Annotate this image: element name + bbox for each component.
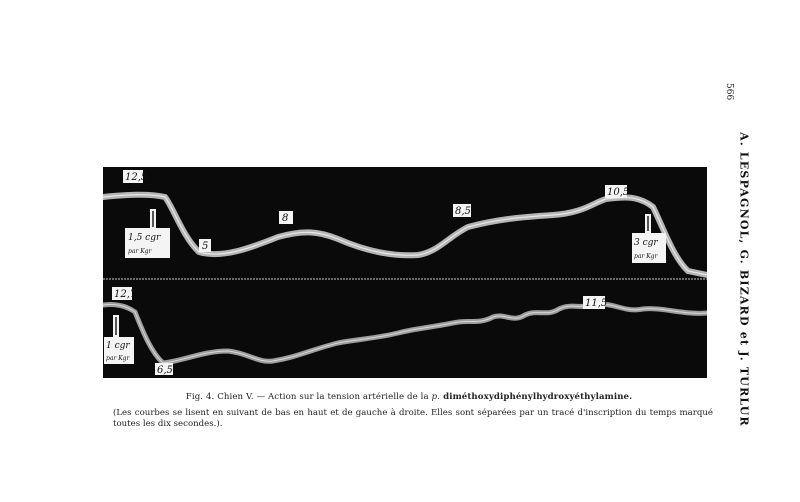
label-bottom-1 <box>112 287 137 300</box>
svg-text:1,5 cgr: 1,5 cgr <box>128 233 161 243</box>
svg-text:11,5: 11,5 <box>585 298 608 309</box>
label-top-5 <box>605 185 629 198</box>
label-top-1 <box>123 170 147 183</box>
svg-text:par Kgr: par Kgr <box>106 355 130 362</box>
svg-text:3 cgr: 3 cgr <box>634 238 658 248</box>
caption-title-rest: — Action sur la tension artérielle de la <box>253 392 432 402</box>
running-head <box>716 132 751 435</box>
svg-text:par Kgr: par Kgr <box>128 248 152 255</box>
label-top-2 <box>199 239 211 252</box>
caption-compound-prefix: p. <box>431 392 441 402</box>
figure-caption <box>113 392 713 430</box>
svg-text:8: 8 <box>282 213 289 224</box>
label-bottom-3 <box>583 296 607 309</box>
top-trace-highlight <box>103 195 707 275</box>
label-bottom-2 <box>155 363 173 376</box>
svg-text:10,5: 10,5 <box>607 187 630 198</box>
caption-body: (Les courbes se lisent en suivant de bas en haut et de gauche à droite. Elles sont séparées par un tracé d'inscription du temps marqué toutes les dix secondes.). <box>113 408 713 429</box>
caption-fig-label: Fig. 4. Chien V. <box>185 392 254 402</box>
svg-text:12,5: 12,5 <box>125 172 148 183</box>
dose-marker-1 <box>125 209 170 258</box>
caption-compound: diméthoxydiphénylhydroxyéthylamine. <box>440 392 633 402</box>
label-top-3 <box>279 211 293 224</box>
dose-marker-3 <box>104 315 134 364</box>
running-head-text: A. LESPAGNOL, G. BIZARD et J. TURLUR <box>737 132 751 427</box>
svg-text:12,7: 12,7 <box>114 289 137 300</box>
svg-text:1 cgr: 1 cgr <box>106 341 130 351</box>
svg-text:8,5: 8,5 <box>455 206 471 217</box>
blood-pressure-tracing-figure <box>103 167 707 378</box>
caption-title <box>105 392 713 402</box>
top-pressure-trace <box>103 195 707 275</box>
bottom-pressure-trace <box>103 304 707 363</box>
page-number: 566 <box>724 83 734 101</box>
label-top-4 <box>453 204 471 217</box>
svg-text:6,5: 6,5 <box>157 365 173 376</box>
svg-text:par Kgr: par Kgr <box>634 253 658 260</box>
tracing-svg <box>103 167 707 378</box>
svg-text:5: 5 <box>202 241 209 252</box>
